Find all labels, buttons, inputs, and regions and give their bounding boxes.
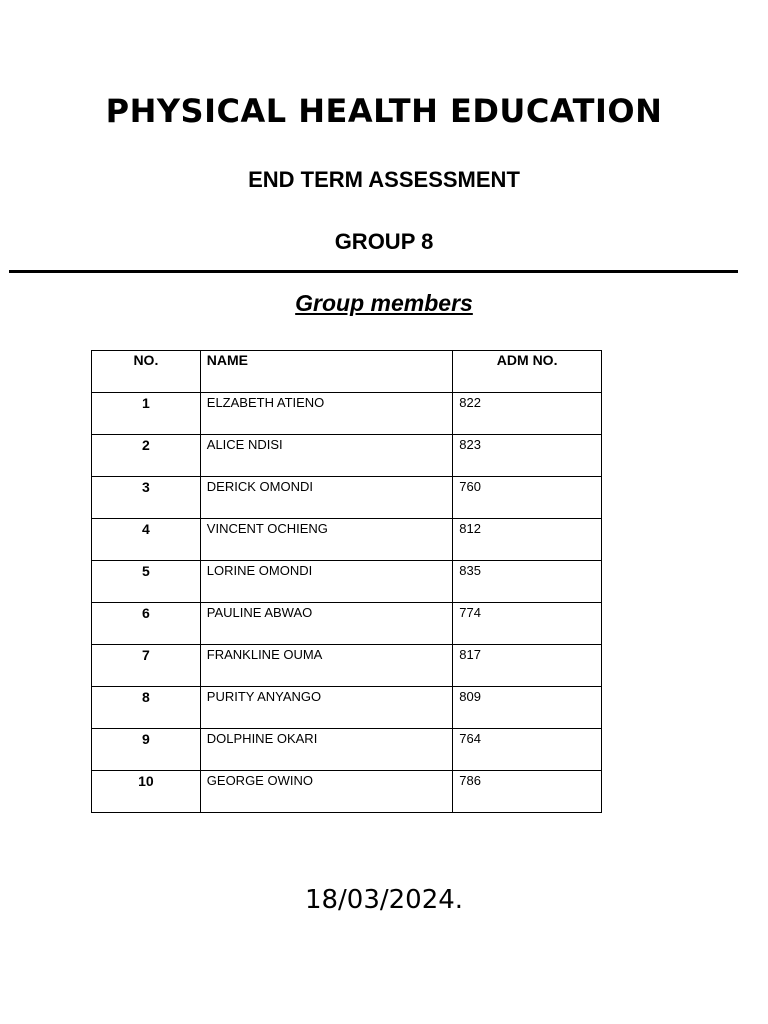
table-row — [92, 645, 602, 687]
cell-adm-no: 835 — [453, 561, 602, 603]
cell-adm-no: 822 — [453, 393, 602, 435]
cell-name: PURITY ANYANGO — [200, 687, 453, 729]
table-row — [92, 519, 602, 561]
cell-adm-no: 817 — [453, 645, 602, 687]
cell-adm-no: 823 — [453, 435, 602, 477]
cell-no: 1 — [92, 393, 201, 435]
cell-adm-no: 764 — [453, 729, 602, 771]
cell-no: 2 — [92, 435, 201, 477]
members-table — [91, 350, 602, 813]
members-heading: Group members — [295, 290, 473, 316]
table-row — [92, 561, 602, 603]
cell-adm-no: 760 — [453, 477, 602, 519]
cell-no: 7 — [92, 645, 201, 687]
table-row — [92, 771, 602, 813]
cell-no: 10 — [92, 771, 201, 813]
cell-no: 9 — [92, 729, 201, 771]
cell-adm-no: 774 — [453, 603, 602, 645]
cell-name: ELZABETH ATIENO — [200, 393, 453, 435]
table-row — [92, 435, 602, 477]
cell-adm-no: 786 — [453, 771, 602, 813]
horizontal-divider — [9, 270, 738, 273]
cell-name: FRANKLINE OUMA — [200, 645, 453, 687]
table-row — [92, 687, 602, 729]
table-row — [92, 393, 602, 435]
cell-adm-no: 809 — [453, 687, 602, 729]
cell-no: 8 — [92, 687, 201, 729]
assessment-subtitle: END TERM ASSESSMENT — [248, 167, 520, 192]
cell-name: PAULINE ABWAO — [200, 603, 453, 645]
members-table-body — [92, 393, 602, 813]
header-adm-no: ADM NO. — [453, 351, 602, 393]
cell-name: DOLPHINE OKARI — [200, 729, 453, 771]
cell-no: 4 — [92, 519, 201, 561]
cell-name: DERICK OMONDI — [200, 477, 453, 519]
header-no: NO. — [92, 351, 201, 393]
cell-no: 3 — [92, 477, 201, 519]
cell-name: ALICE NDISI — [200, 435, 453, 477]
group-subtitle: GROUP 8 — [334, 229, 434, 254]
header-name: NAME — [200, 351, 453, 393]
cell-adm-no: 812 — [453, 519, 602, 561]
cell-name: VINCENT OCHIENG — [200, 519, 453, 561]
table-row — [92, 603, 602, 645]
table-header-row — [92, 351, 602, 393]
cell-name: LORINE OMONDI — [200, 561, 453, 603]
document-title: PHYSICAL HEALTH EDUCATION — [105, 92, 663, 130]
document-date: 18/03/2024. — [304, 885, 464, 915]
table-row — [92, 477, 602, 519]
cell-no: 5 — [92, 561, 201, 603]
table-row — [92, 729, 602, 771]
cell-no: 6 — [92, 603, 201, 645]
cell-name: GEORGE OWINO — [200, 771, 453, 813]
